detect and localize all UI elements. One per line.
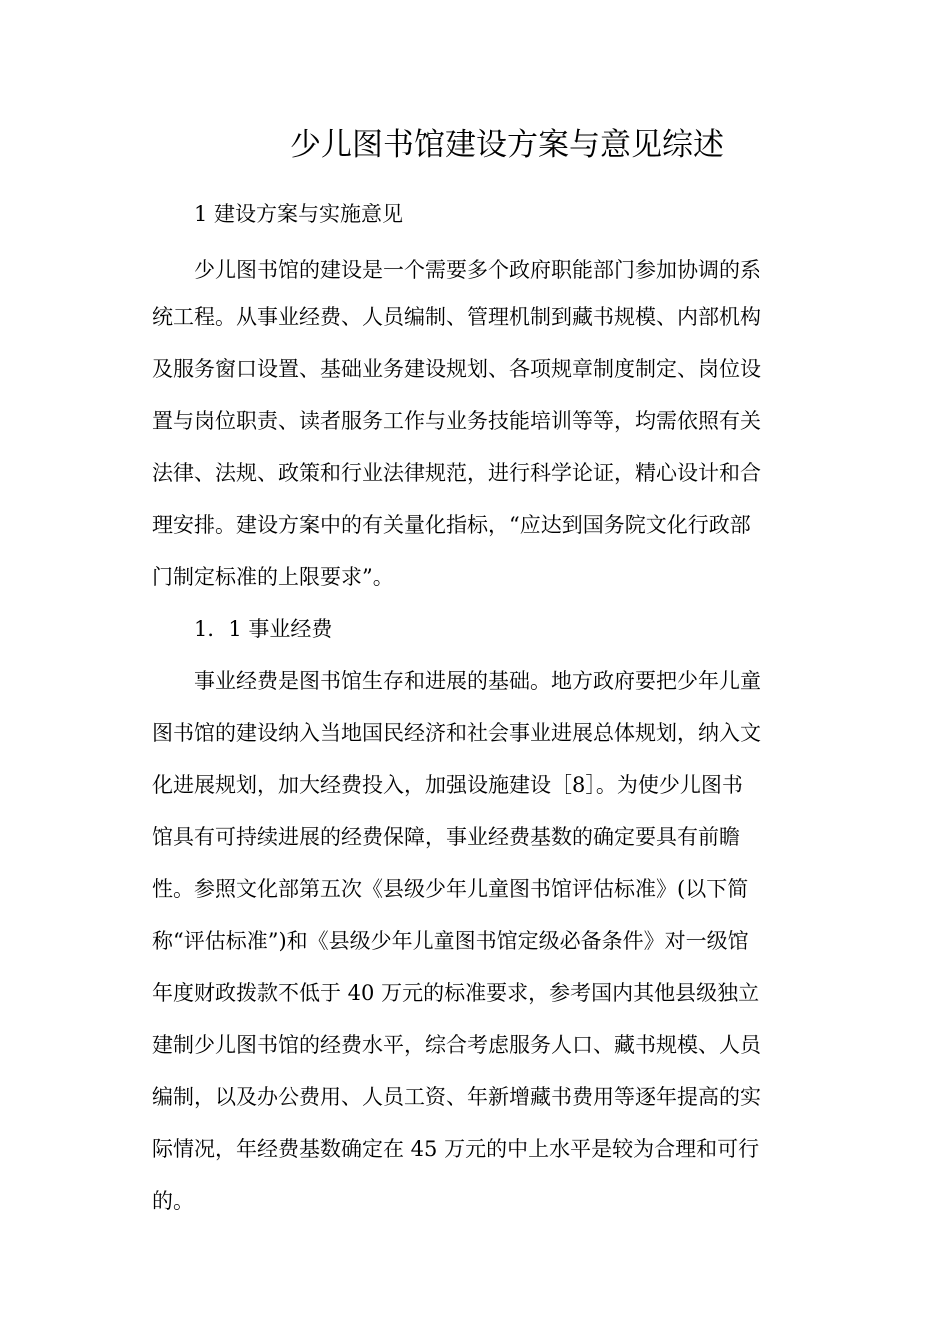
paragraph-line: 年度财政拨款不低于 40 万元的标准要求，参考国内其他县级独立 — [152, 981, 760, 1005]
paragraph-line: 际情况，年经费基数确定在 45 万元的中上水平是较为合理和可行 — [152, 1137, 760, 1161]
paragraph-line: 编制，以及办公费用、人员工资、年新增藏书费用等逐年提高的实 — [152, 1085, 761, 1109]
paragraph-line: 置与岗位职责、读者服务工作与业务技能培训等等，均需依照有关 — [152, 409, 761, 433]
paragraph-line: 事业经费是图书馆生存和进展的基础。地方政府要把少年儿童 — [194, 669, 761, 693]
paragraph-line: 少儿图书馆的建设是一个需要多个政府职能部门参加协调的系 — [194, 258, 761, 282]
paragraph-line: 馆具有可持续进展的经费保障，事业经费基数的确定要具有前瞻 — [152, 825, 740, 849]
paragraph-line: 建制少儿图书馆的经费水平，综合考虑服务人口、藏书规模、人员 — [152, 1033, 761, 1057]
paragraph-line: 门制定标准的上限要求”。 — [152, 565, 394, 589]
paragraph-line: 称“评估标准”)和《县级少年儿童图书馆定级必备条件》对一级馆 — [152, 929, 749, 953]
paragraph-line: 化进展规划，加大经费投入，加强设施建设［8］。为使少儿图书 — [152, 773, 743, 797]
section-heading-1: 1 建设方案与实施意见 — [194, 202, 404, 226]
paragraph-line: 法律、法规、政策和行业法律规范，进行科学论证，精心设计和合 — [152, 461, 761, 485]
paragraph-line: 理安排。建设方案中的有关量化指标，“应达到国务院文化行政部 — [152, 513, 751, 537]
document-title: 少儿图书馆建设方案与意见综述 — [290, 127, 724, 163]
paragraph-line: 图书馆的建设纳入当地国民经济和社会事业进展总体规划，纳入文 — [152, 721, 761, 745]
paragraph-line: 性。参照文化部第五次《县级少年儿童图书馆评估标准》(以下简 — [152, 877, 749, 901]
section-heading-1-1: 1．1 事业经费 — [194, 617, 333, 641]
paragraph-line: 及服务窗口设置、基础业务建设规划、各项规章制度制定、岗位设 — [152, 357, 761, 381]
paragraph-line: 统工程。从事业经费、人员编制、管理机制到藏书规模、内部机构 — [152, 305, 761, 329]
paragraph-line: 的。 — [152, 1189, 194, 1213]
